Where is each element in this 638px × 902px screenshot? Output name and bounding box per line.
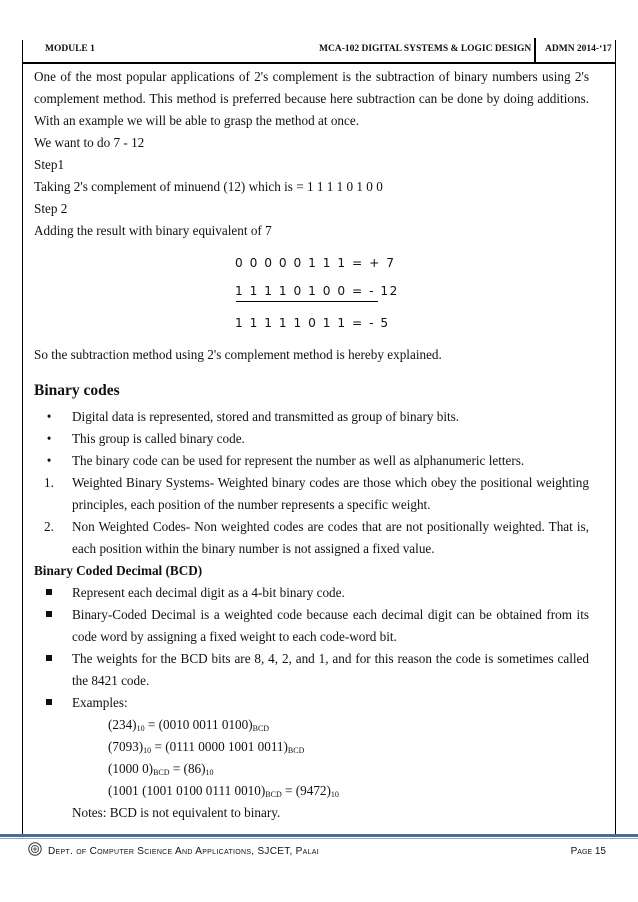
page-header <box>22 38 616 64</box>
intro-paragraph: One of the most popular applications of 2's complement is the subtraction of binary numbers using 2's complement method. This method is preferred because here subtraction can be done by doing additions. With an example we will be able to grasp the method at once. <box>34 69 589 128</box>
bcd-heading: Binary Coded Decimal (BCD) <box>34 563 203 578</box>
bcd-example: (1000 $0)_{BCD} = (86)_{10}$ <box>108 761 214 777</box>
footer-rule-thin <box>0 838 638 839</box>
bcd-example: (1001 (1001 0100 0111 $0010)_{BCD} = (9472)_{10}$ <box>108 783 339 799</box>
bcd-example: $(7093)_{10} = (0111$ 0000 1001 $0011)_{BCD}$ <box>108 739 305 755</box>
bcd-item: Examples: <box>34 692 589 714</box>
footer-rule <box>0 834 638 837</box>
admission-batch: ADMN 2014-‘17 <box>545 44 612 54</box>
college-logo-icon <box>28 842 42 856</box>
page-content <box>34 66 589 824</box>
want-line: We want to do 7 - 12 <box>34 135 145 150</box>
calc-line-1: 0 0 0 0 0 1 1 1 = + 7 <box>235 256 396 270</box>
step1-text: Taking 2's complement of minuend (12) which is = 1 1 1 1 0 1 0 0 <box>34 179 383 194</box>
item-number: 2. <box>44 519 54 534</box>
course-title: MCA-102 DIGITAL SYSTEMS & LOGIC DESIGN <box>319 44 532 54</box>
square-bullet-icon <box>46 589 52 595</box>
calc-line-3: 1 1 1 1 1 0 1 1 = - 5 <box>235 316 390 330</box>
binary-codes-heading: Binary codes <box>34 382 120 399</box>
bullet-item: • This group is called binary code. <box>34 428 589 450</box>
step2-label: Step 2 <box>34 201 68 216</box>
calc-line-2: 1 1 1 1 0 1 0 0 = - 12 <box>235 284 399 298</box>
bcd-item: Represent each decimal digit as a 4-bit binary code. <box>34 582 589 604</box>
square-bullet-icon <box>46 611 52 617</box>
numbered-item: 1. Weighted Binary Systems- Weighted binary codes are those which obey the positional weighting principles, each position of the number represents a specific weight. <box>34 472 589 516</box>
page-number: Page 15 <box>570 846 606 857</box>
bullet-dot-icon: • <box>46 409 52 424</box>
square-bullet-icon <box>46 655 52 661</box>
module-label: MODULE 1 <box>45 44 95 54</box>
step2-text: Adding the result with binary equivalent of 7 <box>34 223 272 238</box>
department-name: Dept. of Computer Science And Applications, SJCET, Palai <box>48 846 320 857</box>
bullet-item: • Digital data is represented, stored and transmitted as group of binary bits. <box>34 406 589 428</box>
bcd-item: The weights for the BCD bits are 8, 4, 2, and 1, and for this reason the code is sometimes called the 8421 code. <box>34 648 589 692</box>
bullet-dot-icon: • <box>46 431 52 446</box>
step1-label: Step1 <box>34 157 65 172</box>
item-number: 1. <box>44 475 54 490</box>
numbered-item: 2. Non Weighted Codes- Non weighted codes are codes that are not positionally weighted. That is, each position within the binary number is not assigned a fixed value. <box>34 516 589 560</box>
square-bullet-icon <box>46 699 52 705</box>
bcd-example: $(234)_{10} = (0010$ 0011 $0100)_{BCD}$ <box>108 717 270 733</box>
conclusion-text: So the subtraction method using 2's complement method is hereby explained. <box>34 347 442 362</box>
header-separator <box>534 38 536 62</box>
bcd-item: Binary-Coded Decimal is a weighted code because each decimal digit can be obtained from its code word by assigning a fixed weight to each code-word bit. <box>34 604 589 648</box>
bullet-item: • The binary code can be used for represent the number as well as alphanumeric letters. <box>34 450 589 472</box>
bullet-dot-icon: • <box>46 453 52 468</box>
bcd-notes: Notes: BCD is not equivalent to binary. <box>72 805 281 820</box>
page-footer <box>22 840 616 862</box>
calc-rule <box>236 301 378 302</box>
